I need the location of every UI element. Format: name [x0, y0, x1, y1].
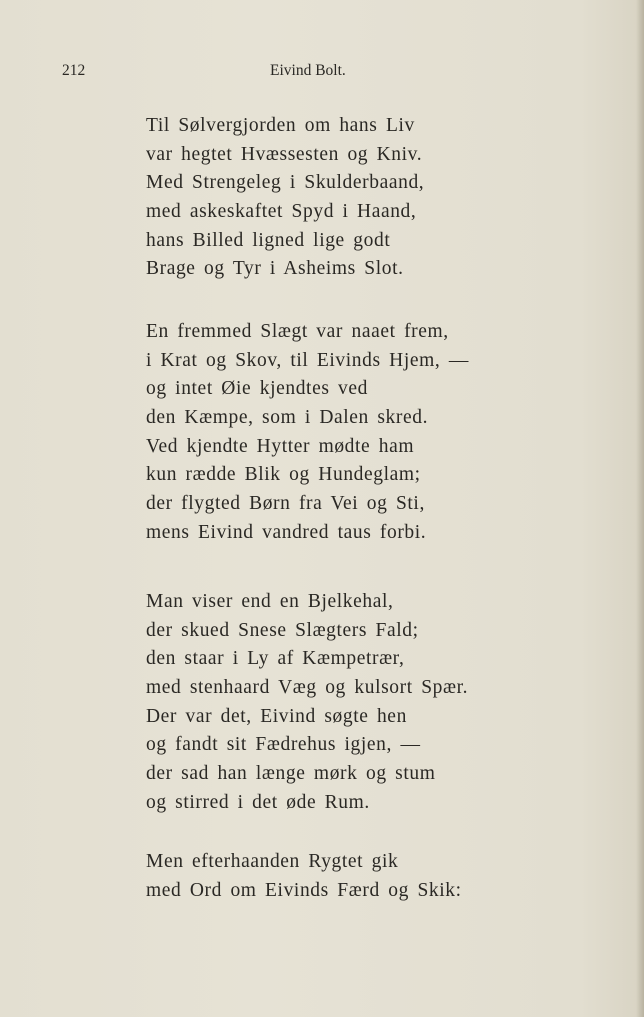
verse-line: Man viser end en Bjelkehal, — [146, 591, 394, 612]
verse-line: var hegtet Hvæssesten og Kniv. — [146, 143, 423, 165]
verse-line: den staar i Ly af Kæmpetrær, — [146, 648, 405, 670]
verse-line: i Krat og Skov, til Eivinds Hjem, — — [146, 349, 469, 371]
verse-line: Men efterhaanden Rygtet gik — [146, 851, 399, 872]
stanza-3 — [146, 588, 468, 818]
stanza-4 — [146, 848, 462, 905]
running-head — [62, 62, 582, 86]
verse-line: En fremmed Slægt var naaet frem, — [146, 321, 449, 342]
verse-line: Der var det, Eivind søgte hen — [146, 705, 407, 727]
verse-line: og intet Øie kjendtes ved — [146, 378, 368, 400]
verse-line: hans Billed ligned lige godt — [146, 229, 391, 251]
page-edge-shadow — [636, 0, 644, 1017]
verse-line: Ved kjendte Hytter mødte ham — [146, 435, 415, 457]
running-title: Eivind Bolt. — [270, 62, 346, 79]
verse-line: Til Sølvergjorden om hans Liv — [146, 115, 415, 136]
stanza-2 — [146, 318, 469, 548]
verse-line: Med Strengeleg i Skulderbaand, — [146, 172, 425, 194]
verse-line: der sad han længe mørk og stum — [146, 763, 436, 785]
verse-line: med Ord om Eivinds Færd og Skik: — [146, 879, 462, 901]
verse-line: der skued Snese Slægters Fald; — [146, 619, 419, 641]
stanza-1 — [146, 112, 424, 284]
verse-line: med stenhaard Væg og kulsort Spær. — [146, 677, 469, 699]
verse-line: mens Eivind vandred taus forbi. — [146, 521, 427, 543]
verse-line: med askeskaftet Spyd i Haand, — [146, 201, 417, 223]
verse-line: kun rædde Blik og Hundeglam; — [146, 464, 421, 486]
verse-line: der flygted Børn fra Vei og Sti, — [146, 493, 425, 515]
page-number: 212 — [62, 62, 86, 79]
verse-line: den Kæmpe, som i Dalen skred. — [146, 407, 429, 429]
verse-line: og stirred i det øde Rum. — [146, 791, 370, 813]
verse-line: Brage og Tyr i Asheims Slot. — [146, 258, 404, 280]
verse-line: og fandt sit Fædrehus igjen, — — [146, 734, 421, 756]
